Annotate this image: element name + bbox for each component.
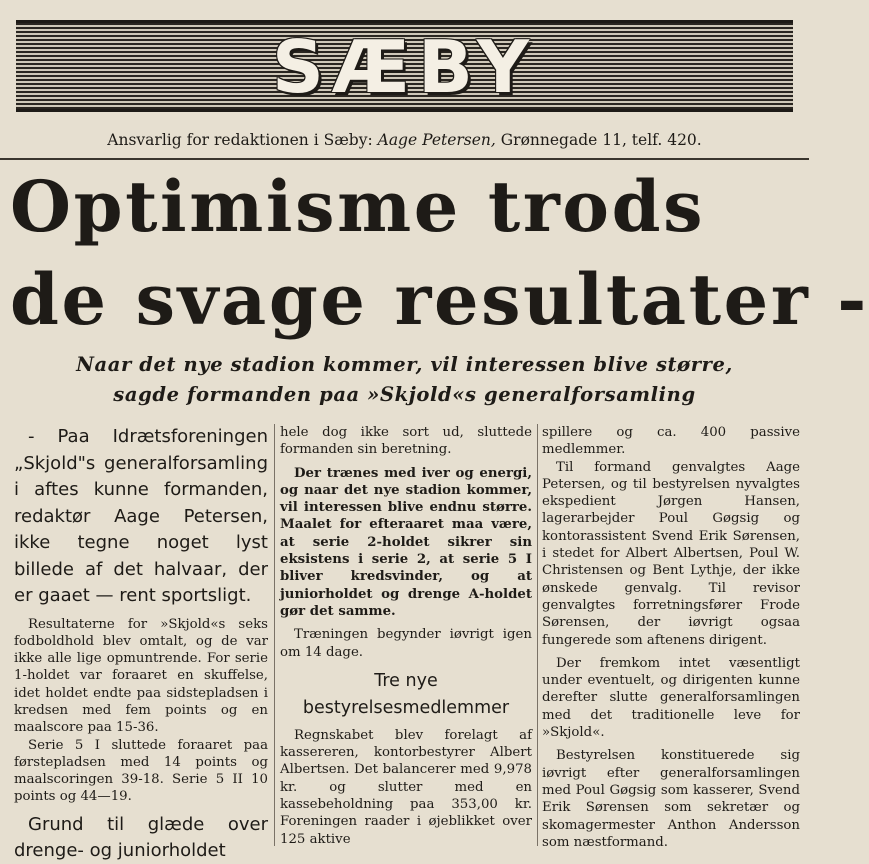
article-paragraph: Bestyrelsen konstituerede sig iøvrigt efter generalforsamlingen med Poul Gøgsig som kasserer, Svend Erik Sørensen som sekretær og skomagermester Anthon Andersson som næstformand. — [542, 748, 800, 850]
article-subheading: Tre nye bestyrelsesmedlemmer — [302, 670, 510, 718]
editor-name: Aage Petersen, — [377, 131, 496, 149]
article-paragraph: spillere og ca. 400 passive medlemmer. — [542, 425, 800, 458]
editor-prefix: Ansvarlig for redaktionen i Sæby: — [107, 131, 373, 149]
article-paragraph: Regnskabet blev forelagt af kassereren, kontorbestyrer Albert Albertsen. Det balancerer med 9,978 kr. og slutter med en kassebeholdning paa 353,00 kr. Foreningen raader i øjeblikket over 125 aktive — [280, 727, 532, 847]
subheadline-line-2: sagde formanden paa »Skjold«s generalforsamling — [113, 383, 696, 406]
subheadline-line-1: Naar det nye stadion kommer, vil interessen blive større, — [76, 353, 733, 376]
editor-credit-line — [0, 128, 809, 152]
masthead-banner — [16, 20, 793, 112]
article-paragraph: hele dog ikke sort ud, sluttede formanden sin beretning. — [280, 425, 532, 458]
article-column-3 — [542, 424, 800, 850]
article-column-2 — [280, 424, 532, 846]
article-lead: - Paa Idrætsforeningen „Skjold"s generalforsamling i aftes kunne formanden, redaktør Aage Petersen, ikke tegne noget lyst billede af det halvaar, der er gaaet — rent sportsligt. — [14, 426, 268, 606]
headline-line-1: Optimisme trods — [10, 165, 706, 248]
article-paragraph: Træningen begynder iøvrigt igen om 14 dage. — [280, 627, 532, 660]
article-paragraph-bold: Der trænes med iver og energi, og naar det nye stadion kommer, vil interessen blive endnu større. Maalet for efteraaret maa være, at serie 2-holdet sikrer sin eksistens i serie 2, at serie 5 I bliver kredsvinder, og at juniorholdet og drenge A-holdet gør det samme. — [280, 465, 532, 619]
article-paragraph: Grund til glæde over drenge- og juniorholdet — [14, 813, 268, 861]
headline — [10, 160, 869, 346]
column-divider — [274, 424, 275, 846]
article-column-1 — [14, 424, 268, 861]
article-paragraph: Der fremkom intet væsentligt under eventuelt, og dirigenten kunne derefter slutte generalforsamlingen med det traditionelle leve for »Skjold«. — [542, 655, 800, 741]
article-paragraph: Resultaterne for »Skjold«s seks fodboldhold blev omtalt, og de var ikke alle lige opmuntrende. For serie 1-holdet var foraaret en skuffelse, idet holdet endte paa sidstepladsen i kredsen med fem points og en maalscore paa 15-36. — [14, 616, 268, 736]
column-divider — [537, 424, 538, 846]
article-paragraph: Til formand genvalgtes Aage Petersen, og til bestyrelsen nyvalgtes ekspedient Jørgen Hansen, lagerarbejder Poul Gøgsig og kontorassistent Svend Erik Sørensen, i stedet for Albert Albertsen, Poul W. Christensen og Bent Lythje, der ikke ønskede genvalg. Til revisor genvalgtes forretningsfører Frode Sørensen, der iøvrigt ogsaa fungerede som aftenens dirigent. — [542, 459, 800, 648]
editor-address: Grønnegade 11, telf. 420. — [500, 131, 702, 149]
masthead-title: SÆBY — [271, 25, 538, 109]
headline-line-2: de svage resultater - — [10, 258, 869, 341]
subheadline — [0, 350, 809, 410]
article-paragraph: Serie 5 I sluttede foraaret paa førstepladsen med 14 points og maalscoringen 39-18. Serie 5 II 10 points og 44—19. — [14, 737, 268, 805]
